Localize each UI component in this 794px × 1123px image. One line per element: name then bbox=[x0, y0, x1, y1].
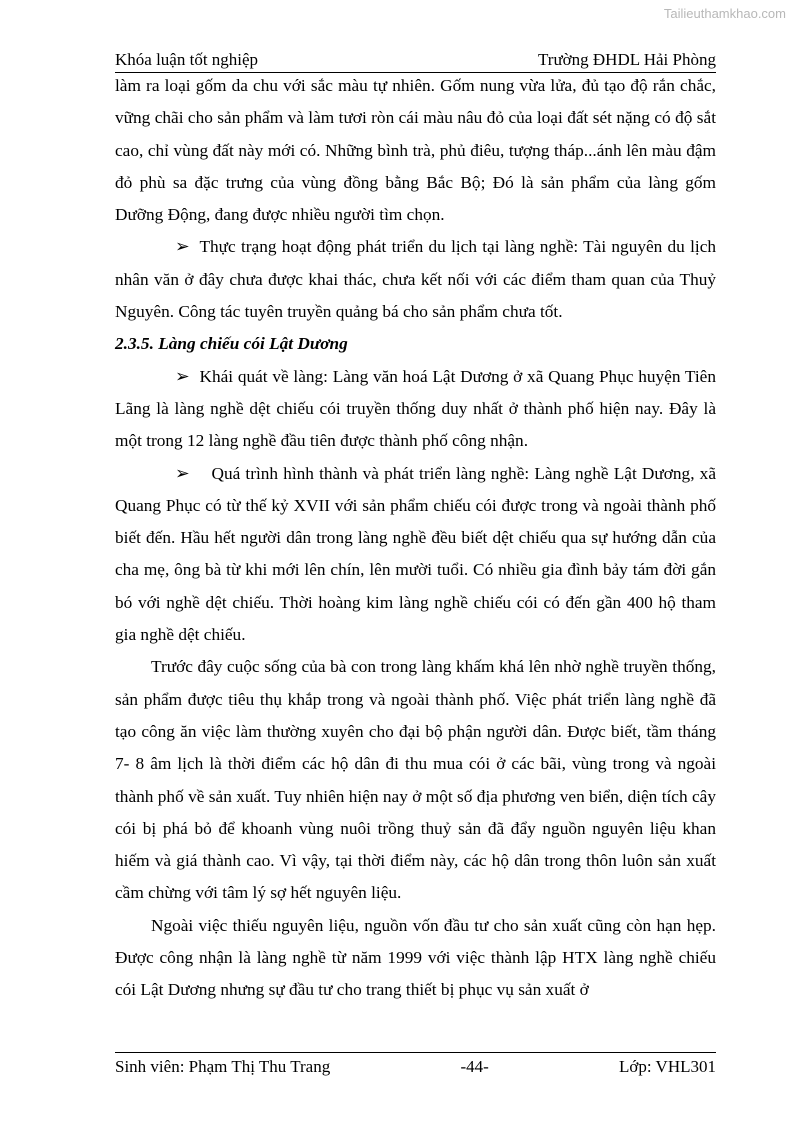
bullet-text: Quá trình hình thành và phát triển làng nghề: Làng nghề Lật Dương, xã Quang Phục có từ thế kỷ XVII với sản phẩm chiếu cói được trong và ngoài thành phố biết đến. Hầu hết người dân trong làng nghề đều biết dệt chiếu qua sự hướng dẫn của cha mẹ, ông bà từ khi mới lên chín, lên mười tuổi. Có nhiều gia đình bảy tám đời gắn bó với nghề dệt chiếu. Thời hoàng kim làng nghề chiếu cói có đến gần 400 hộ tham gia nghề dệt chiếu. bbox=[115, 463, 716, 645]
page-number: -44- bbox=[460, 1057, 489, 1076]
watermark: Tailieuthamkhao.com bbox=[663, 6, 786, 21]
paragraph-livelihood: Trước đây cuộc sống của bà con trong làng khấm khá lên nhờ nghề truyền thống, sản phẩm được tiêu thụ khắp trong và ngoài thành phố. Việc phát triển làng nghề đã tạo công ăn việc làm thường xuyên cho đại bộ phận người dân. Được biết, tầm tháng 7- 8 âm lịch là thời điểm các hộ dân đi thu mua cói ở các bãi, vùng trong và ngoài thành phố về sản xuất. Tuy nhiên hiện nay ở một số địa phương ven biển, diện tích cây cói bị phá bỏ để khoanh vùng nuôi trồng thuỷ sản đã đẩy nguồn nguyên liệu khan hiếm và giá thành cao. Vì vậy, tại thời điểm này, các hộ dân trong thôn luôn sản xuất cầm chừng với tâm lý sợ hết nguyên liệu. bbox=[115, 657, 716, 903]
section-title: 2.3.5. Làng chiếu cói Lật Dương bbox=[115, 334, 348, 354]
bullet-text: Khái quát về làng: Làng văn hoá Lật Dương ở xã Quang Phục huyện Tiên Lãng là làng nghề dệt chiếu cói truyền thống duy nhất ở thành phố hiện nay. Đây là một trong 12 làng nghề đầu tiên được thành phố công nhận. bbox=[115, 366, 716, 451]
bullet-village-history bbox=[115, 458, 716, 652]
arrow-bullet-icon: ➢ bbox=[175, 237, 190, 257]
bullet-text: Thực trạng hoạt động phát triển du lịch tại làng nghề: Tài nguyên du lịch nhân văn ở đây chưa được khai thác, chưa kết nối với các điểm tham quan của Thuỷ Nguyên. Công tác tuyên truyền quảng bá cho sản phẩm chưa tốt. bbox=[115, 237, 716, 322]
paragraph-investment: Ngoài việc thiếu nguyên liệu, nguồn vốn đầu tư cho sản xuất cũng còn hạn hẹp. Được công nhận là làng nghề từ năm 1999 với việc thành lập HTX làng nghề chiếu cói Lật Dương nhưng sự đầu tư cho trang thiết bị phục vụ sản xuất ở bbox=[115, 915, 716, 1000]
bullet-village-overview bbox=[115, 361, 716, 458]
footer-class: Lớp: VHL301 bbox=[619, 1057, 716, 1076]
header-university: Trường ĐHDL Hải Phòng bbox=[538, 50, 716, 69]
paragraph-pottery: làm ra loại gốm da chu với sắc màu tự nhiên. Gốm nung vừa lửa, đủ tạo độ rắn chắc, vững chãi cho sản phẩm và làm tươi ròn cái màu nâu đỏ của loại đất sét nặng có độ sắt cao, chỉ vùng đất này mới có. Những bình trà, phủ điêu, tượng tháp...ánh lên màu đậm đỏ phù sa đặc trưng của vùng đồng bằng Bắc Bộ; Đó là sản phẩm của làng gốm Dưỡng Động, đang được nhiều người tìm chọn. bbox=[115, 76, 716, 225]
arrow-bullet-icon: ➢ bbox=[175, 463, 190, 483]
header-thesis-label: Khóa luận tốt nghiệp bbox=[115, 50, 259, 69]
page-footer bbox=[115, 1052, 716, 1077]
footer-student: Sinh viên: Phạm Thị Thu Trang bbox=[115, 1057, 331, 1076]
arrow-bullet-icon: ➢ bbox=[175, 366, 190, 386]
page-body bbox=[115, 70, 716, 1007]
bullet-tourism-status bbox=[115, 231, 716, 328]
